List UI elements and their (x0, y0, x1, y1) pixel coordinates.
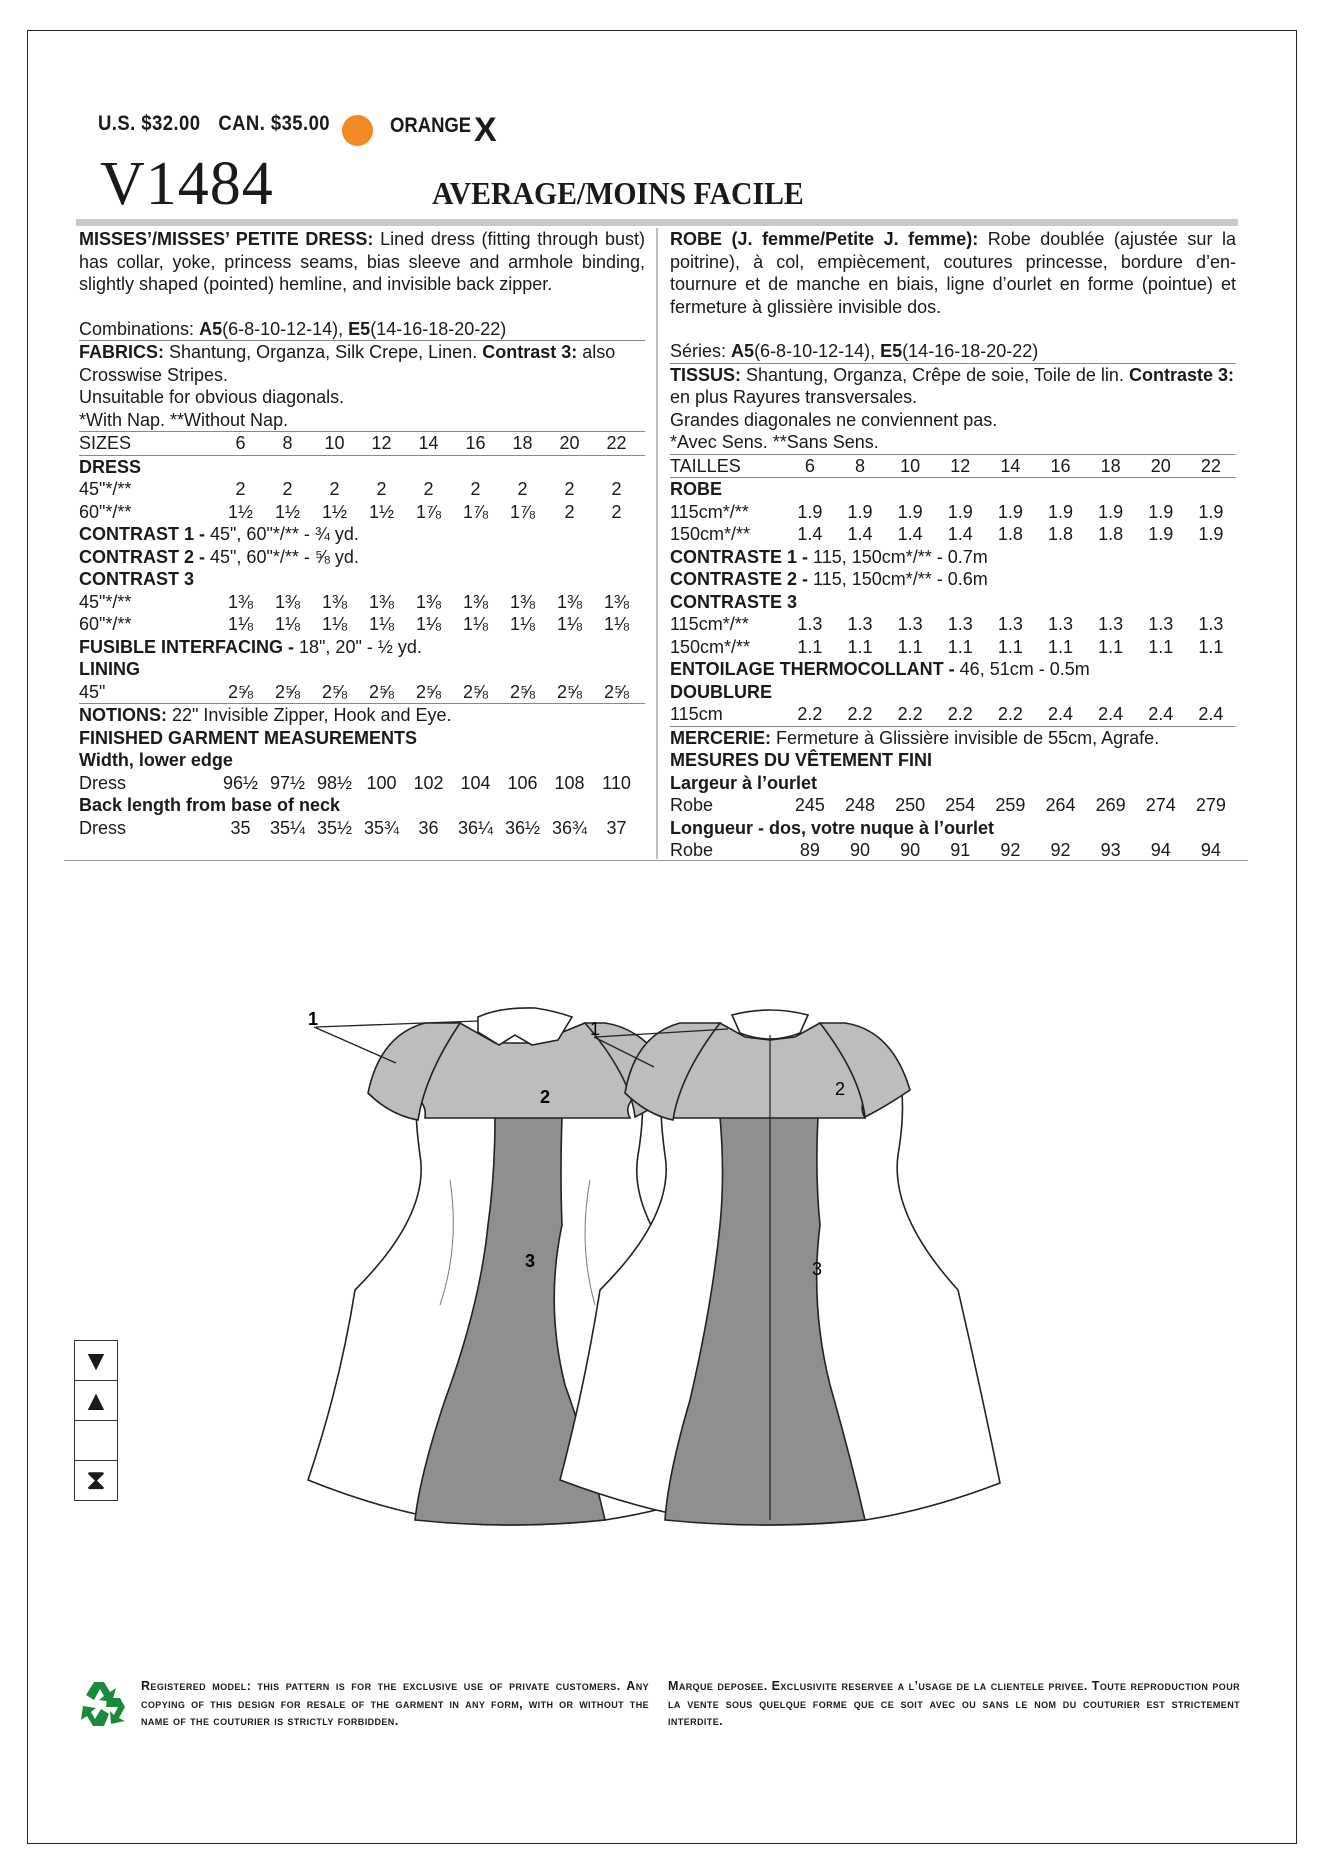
column-divider (656, 228, 658, 859)
cell-size-7: 36½ (504, 817, 541, 838)
cell-size-8: 2⅝ (556, 681, 583, 702)
longueur-heading: Longueur - dos, votre nuque à l’ourlet (670, 817, 995, 838)
cell-size-6: 264 (1045, 795, 1076, 815)
cell-size-5: 2 (423, 479, 434, 499)
cell-size-8: 2.4 (1148, 704, 1174, 724)
cell-size-6: 16 (465, 433, 486, 453)
cell-size-7: 1.9 (1098, 501, 1124, 522)
cell-size-4: 1.9 (947, 501, 973, 522)
front-label-3: 3 (525, 1251, 536, 1271)
combinations-fr: Séries: A5(6-8-10-12-14), E5(14-16-18-20-22) (670, 340, 1236, 364)
cell-size-6: 16 (1050, 455, 1071, 476)
difficulty-level: AVERAGE/MOINS FACILE (432, 175, 804, 211)
cell-size-1: 2.2 (797, 704, 823, 724)
cell-size-9: 279 (1195, 795, 1226, 815)
cell-size-1: 35 (230, 817, 251, 838)
cell-size-5: 92 (1000, 840, 1021, 860)
cell-size-7: 2.4 (1098, 704, 1124, 724)
cell-size-9: 1.9 (1198, 501, 1224, 522)
front-collar (478, 1008, 572, 1045)
cell-size-5: 1.1 (997, 636, 1023, 657)
cell-size-9: 2 (611, 501, 622, 522)
contrast3-45-row: 45"*/** 1⅜ 1⅜ 1⅜ 1⅜ 1⅜ 1⅜ 1⅜ 1⅜ 1⅜ (79, 591, 645, 614)
contrast1-row: CONTRAST 1 - 45", 60"*/** - ¾ yd. (79, 524, 359, 544)
cell-size-5: 2⅝ (415, 681, 442, 702)
cell-size-3: 1½ (321, 501, 348, 522)
cell-size-1: 2 (235, 479, 246, 499)
contraste3-115-row: 115cm*/** 1.3 1.3 1.3 1.3 1.3 1.3 1.3 1.3 1.3 (670, 613, 1236, 636)
cell-size-2: 8 (282, 433, 293, 453)
diagonal-note-en: Unsuitable for obvious diagonals. (79, 387, 345, 407)
back-length-row: Dress 35 35¼ 35½ 35¾ 36 36¼ 36½ 36¾ 37 (79, 817, 645, 840)
cell-size-1: 6 (804, 455, 815, 476)
cell-size-3: 35½ (316, 817, 353, 838)
color-mark: X (474, 111, 497, 149)
description-fr: ROBE (J. femme/Petite J. femme): Robe doublée (ajustée sur la poitrine), à col, empiècement, coutures princesse, bordure d’en-tournure et de manche en biais, ligne d’ourlet en forme (pointue) et fermeture à glissière invisible dos. (670, 229, 1236, 317)
cell-size-1: 1⅛ (227, 614, 254, 634)
cell-size-6: 92 (1050, 840, 1071, 860)
cell-size-4: 254 (945, 795, 976, 815)
doublure-115-row: 115cm 2.2 2.2 2.2 2.2 2.2 2.4 2.4 2.4 2.4 (670, 703, 1236, 727)
cell-size-8: 20 (1150, 455, 1171, 476)
cell-size-1: 1.1 (797, 636, 823, 657)
sizes-row: SIZES 6 8 10 12 14 16 18 20 22 (79, 432, 645, 456)
cell-size-5: 14 (418, 433, 439, 453)
cell-size-6: 1⅞ (462, 501, 489, 522)
contrast3-heading: CONTRAST 3 (79, 569, 195, 589)
robe-150-row: 150cm*/** 1.4 1.4 1.4 1.4 1.8 1.8 1.8 1.9 1.9 (670, 523, 1236, 546)
contraste2-row: CONTRASTE 2 - 115, 150cm*/** - 0.6m (670, 569, 988, 589)
cell-size-3: 1.1 (897, 636, 923, 657)
cell-size-3: 98½ (316, 772, 353, 793)
back-label-3: 3 (812, 1259, 823, 1279)
cell-size-1: 89 (799, 840, 820, 860)
fabrics-en: FABRICS: Shantung, Organza, Silk Crepe, Linen. Contrast 3: also Crosswise Stripes. (79, 342, 616, 385)
width-heading: Width, lower edge (79, 750, 233, 770)
cell-size-6: 1⅜ (462, 591, 489, 612)
entoilage-row: ENTOILAGE THERMOCOLLANT - 46, 51cm - 0.5m (670, 659, 1090, 679)
cell-size-2: 1.9 (847, 501, 873, 522)
doublure-heading: DOUBLURE (670, 681, 772, 702)
cell-size-5: 259 (995, 795, 1026, 815)
cell-size-5: 1⅛ (415, 614, 442, 634)
cell-size-8: 1⅜ (556, 591, 583, 612)
width-row: Dress 96½ 97½ 98½ 100 102 104 106 108 110 (79, 772, 645, 795)
cell-size-2: 1⅜ (274, 591, 301, 612)
cell-size-4: 91 (950, 840, 971, 860)
cell-size-8: 108 (554, 772, 585, 793)
cell-size-2: 1.3 (847, 614, 873, 634)
dress-illustrations (300, 1005, 1030, 1565)
cell-size-8: 1⅛ (556, 614, 583, 634)
robe-heading: ROBE (670, 479, 723, 499)
cell-size-7: 1.8 (1098, 524, 1124, 544)
cell-size-4: 2⅝ (368, 681, 395, 702)
cell-size-9: 2 (611, 479, 622, 499)
cell-size-2: 1½ (274, 501, 301, 522)
diagonal-note-fr: Grandes diagonales ne conviennent pas. (670, 409, 998, 430)
cell-size-2: 90 (850, 840, 871, 860)
cell-size-3: 2⅝ (321, 681, 348, 702)
cell-size-1: 6 (235, 433, 246, 453)
cell-size-2: 97½ (269, 772, 306, 793)
cell-size-6: 1.8 (1048, 524, 1074, 544)
cell-size-6: 1.1 (1048, 636, 1074, 657)
top-divider (76, 219, 1238, 226)
cell-size-9: 110 (602, 772, 631, 793)
cell-size-5: 2.2 (997, 704, 1023, 724)
cell-size-4: 2 (376, 479, 387, 499)
cell-size-8: 1.9 (1148, 524, 1174, 544)
triangle-down-icon: ▼ (75, 1341, 117, 1381)
lining-heading: LINING (79, 659, 140, 679)
cell-size-4: 1⅜ (368, 591, 395, 612)
cell-size-4: 1.4 (947, 524, 973, 544)
back-label-2: 2 (835, 1079, 846, 1099)
cell-size-2: 248 (845, 795, 876, 815)
description-en: MISSES’/MISSES’ PETITE DRESS: Lined dress (fitting through bust) has collar, yoke, princess seams, bias sleeve and armhole binding, slightly shaped (pointed) hemline, and invisible back zipper. (79, 229, 645, 294)
cell-size-8: 1.3 (1148, 614, 1174, 634)
longueur-row: Robe 89 90 90 91 92 92 93 94 94 (670, 839, 1236, 862)
cell-size-6: 36¼ (457, 817, 494, 838)
back-collar (732, 1010, 808, 1039)
color-dot (342, 115, 373, 146)
cell-size-4: 35¾ (363, 817, 400, 838)
legal-notice-fr: Marque deposee. Exclusivite reservee a l’usage de la clientele privee. Toute reproduction pour la vente sous quelque forme que ce soit avec ou sans le nom du couturier est strictement interdite. (668, 1679, 1240, 1728)
dress-60-row: 60"*/** 1½ 1½ 1½ 1½ 1⅞ 1⅞ 1⅞ 2 2 (79, 501, 645, 524)
cell-size-5: 1.3 (997, 614, 1023, 634)
dress-heading: DRESS (79, 456, 142, 477)
interfacing-row: FUSIBLE INTERFACING - 18", 20" - ½ yd. (79, 636, 422, 657)
robe-115-row: 115cm*/** 1.9 1.9 1.9 1.9 1.9 1.9 1.9 1.9 1.9 (670, 501, 1236, 524)
cell-size-1: 1½ (227, 501, 254, 522)
cell-size-7: 18 (512, 433, 533, 453)
cell-size-2: 2 (282, 479, 293, 499)
cell-size-2: 35¼ (269, 817, 306, 838)
cell-size-3: 1.4 (897, 524, 923, 544)
cell-size-1: 245 (794, 795, 825, 815)
cell-size-4: 1.3 (947, 614, 973, 634)
nap-note-en: *With Nap. **Without Nap. (79, 409, 645, 433)
lining-45-row: 45" 2⅝ 2⅝ 2⅝ 2⅝ 2⅝ 2⅝ 2⅝ 2⅝ 2⅝ (79, 681, 645, 705)
cell-size-8: 36¾ (551, 817, 588, 838)
fabrics-fr: TISSUS: Shantung, Organza, Crêpe de soie, Toile de lin. Contraste 3: en plus Rayures transversales. (670, 364, 1234, 407)
tailles-row: TAILLES 6 8 10 12 14 16 18 20 22 (670, 455, 1236, 479)
cell-size-2: 2.2 (847, 704, 873, 724)
cell-size-5: 1.9 (997, 501, 1023, 522)
contraste3-150-row: 150cm*/** 1.1 1.1 1.1 1.1 1.1 1.1 1.1 1.1 1.1 (670, 636, 1236, 659)
cell-size-5: 14 (1000, 455, 1021, 476)
cell-size-6: 2.4 (1048, 704, 1074, 724)
cell-size-1: 2⅝ (227, 681, 254, 702)
cell-size-3: 1⅜ (321, 591, 348, 612)
back-label-1: 1 (590, 1019, 601, 1039)
cell-size-7: 1.3 (1098, 614, 1124, 634)
cell-size-8: 2 (564, 479, 575, 499)
cell-size-6: 1.9 (1048, 501, 1074, 522)
contrast2-row: CONTRAST 2 - 45", 60"*/** - ⅝ yd. (79, 546, 359, 567)
cell-size-8: 20 (559, 433, 580, 453)
cell-size-3: 1⅛ (321, 614, 348, 634)
back-view-dress (560, 1010, 1000, 1525)
cell-size-3: 10 (324, 433, 345, 453)
price-line (98, 112, 342, 136)
cell-size-3: 10 (900, 455, 921, 476)
cell-size-9: 2⅝ (603, 681, 630, 702)
fgm-heading: FINISHED GARMENT MEASUREMENTS (79, 727, 418, 748)
blank-symbol-box (75, 1421, 117, 1461)
cell-size-9: 1⅜ (603, 591, 630, 612)
cell-size-7: 18 (1100, 455, 1121, 476)
cell-size-3: 2.2 (897, 704, 923, 724)
cell-size-4: 12 (950, 455, 971, 476)
mercerie-row: MERCERIE: Fermeture à Glissière invisible de 55cm, Agrafe. (670, 727, 1160, 748)
cell-size-7: 2⅝ (509, 681, 536, 702)
cell-size-5: 1⅜ (415, 591, 442, 612)
cell-size-5: 36 (418, 817, 439, 838)
cell-size-1: 1.9 (797, 501, 823, 522)
cell-size-4: 2.2 (947, 704, 973, 724)
pattern-code: V1484 (100, 150, 274, 218)
cell-size-6: 2⅝ (462, 681, 489, 702)
cell-size-2: 8 (855, 455, 866, 476)
cell-size-2: 1.4 (847, 524, 873, 544)
cell-size-7: 269 (1095, 795, 1126, 815)
cell-size-8: 94 (1150, 840, 1171, 860)
french-column (670, 228, 1236, 862)
nap-note-fr: *Avec Sens. **Sans Sens. (670, 431, 1236, 455)
cell-size-8: 1.1 (1148, 636, 1174, 657)
cell-size-7: 1⅜ (509, 591, 536, 612)
mesures-heading: MESURES DU VÊTEMENT FINI (670, 750, 933, 770)
cell-size-5: 102 (413, 772, 444, 793)
cell-size-4: 12 (371, 433, 392, 453)
dress-45-row: 45"*/** 2 2 2 2 2 2 2 2 2 (79, 478, 645, 501)
cell-size-3: 250 (895, 795, 926, 815)
recycle-icon (74, 1676, 130, 1732)
cell-size-1: 96½ (222, 772, 259, 793)
cell-size-9: 1.9 (1198, 524, 1224, 544)
largeur-heading: Largeur à l’ourlet (670, 772, 818, 793)
cell-size-8: 2 (564, 501, 575, 522)
cell-size-9: 1.1 (1198, 636, 1224, 657)
cell-size-3: 1.9 (897, 501, 923, 522)
front-label-2: 2 (540, 1087, 551, 1107)
cell-size-7: 93 (1100, 840, 1121, 860)
front-label-1: 1 (308, 1009, 319, 1029)
cell-size-8: 274 (1145, 795, 1176, 815)
cell-size-9: 1.3 (1198, 614, 1224, 634)
cell-size-2: 2⅝ (274, 681, 301, 702)
triangle-up-icon: ▲ (75, 1381, 117, 1421)
cell-size-1: 1⅜ (227, 591, 254, 612)
cell-size-9: 94 (1200, 840, 1221, 860)
cell-size-1: 1.3 (797, 614, 823, 634)
cell-size-7: 106 (507, 772, 538, 793)
color-name: ORANGE (390, 114, 472, 137)
cell-size-4: 1⅛ (368, 614, 395, 634)
cell-size-3: 2 (329, 479, 340, 499)
notions-row: NOTIONS: 22" Invisible Zipper, Hook and Eye. (79, 705, 452, 725)
cell-size-7: 1⅛ (509, 614, 536, 634)
cell-size-4: 100 (366, 772, 397, 793)
cell-size-4: 1½ (368, 501, 395, 522)
pattern-symbol-legend (74, 1340, 118, 1501)
cell-size-6: 2 (470, 479, 481, 499)
cell-size-3: 90 (900, 840, 921, 860)
cell-size-5: 1⅞ (415, 501, 442, 522)
cell-size-9: 22 (1200, 455, 1221, 476)
cell-size-5: 1.8 (997, 524, 1023, 544)
cell-size-9: 37 (606, 817, 627, 838)
cell-size-6: 104 (460, 772, 491, 793)
cell-size-2: 1⅛ (274, 614, 301, 634)
cell-size-9: 2.4 (1198, 704, 1224, 724)
cell-size-1: 1.4 (797, 524, 823, 544)
contrast3-60-row: 60"*/** 1⅛ 1⅛ 1⅛ 1⅛ 1⅛ 1⅛ 1⅛ 1⅛ 1⅛ (79, 613, 645, 636)
cell-size-4: 1.1 (947, 636, 973, 657)
us-price: U.S. $32.00 (98, 112, 201, 135)
can-price: CAN. $35.00 (218, 112, 331, 135)
contraste1-row: CONTRASTE 1 - 115, 150cm*/** - 0.7m (670, 546, 988, 567)
cell-size-9: 1⅛ (603, 614, 630, 634)
legal-notice-en: Registered model: this pattern is for the exclusive use of private customers. Any copying of this design for resale of the garment in any form, with or without the name of the couturier is strictly forbidden. (141, 1679, 649, 1728)
combinations-en: Combinations: A5(6-8-10-12-14), E5(14-16-18-20-22) (79, 318, 645, 342)
cell-size-7: 1⅞ (509, 501, 536, 522)
cell-size-7: 1.1 (1098, 636, 1124, 657)
cell-size-9: 22 (606, 433, 627, 453)
cell-size-3: 1.3 (897, 614, 923, 634)
hourglass-icon: ⧗ (86, 1464, 106, 1495)
largeur-row: Robe 245 248 250 254 259 264 269 274 279 (670, 794, 1236, 817)
cell-size-2: 1.1 (847, 636, 873, 657)
cell-size-6: 1⅛ (462, 614, 489, 634)
contraste3-heading: CONTRASTE 3 (670, 591, 798, 612)
cell-size-8: 1.9 (1148, 501, 1174, 522)
english-column (79, 228, 645, 839)
cell-size-7: 2 (517, 479, 528, 499)
back-length-heading: Back length from base of neck (79, 795, 341, 815)
cell-size-6: 1.3 (1048, 614, 1074, 634)
